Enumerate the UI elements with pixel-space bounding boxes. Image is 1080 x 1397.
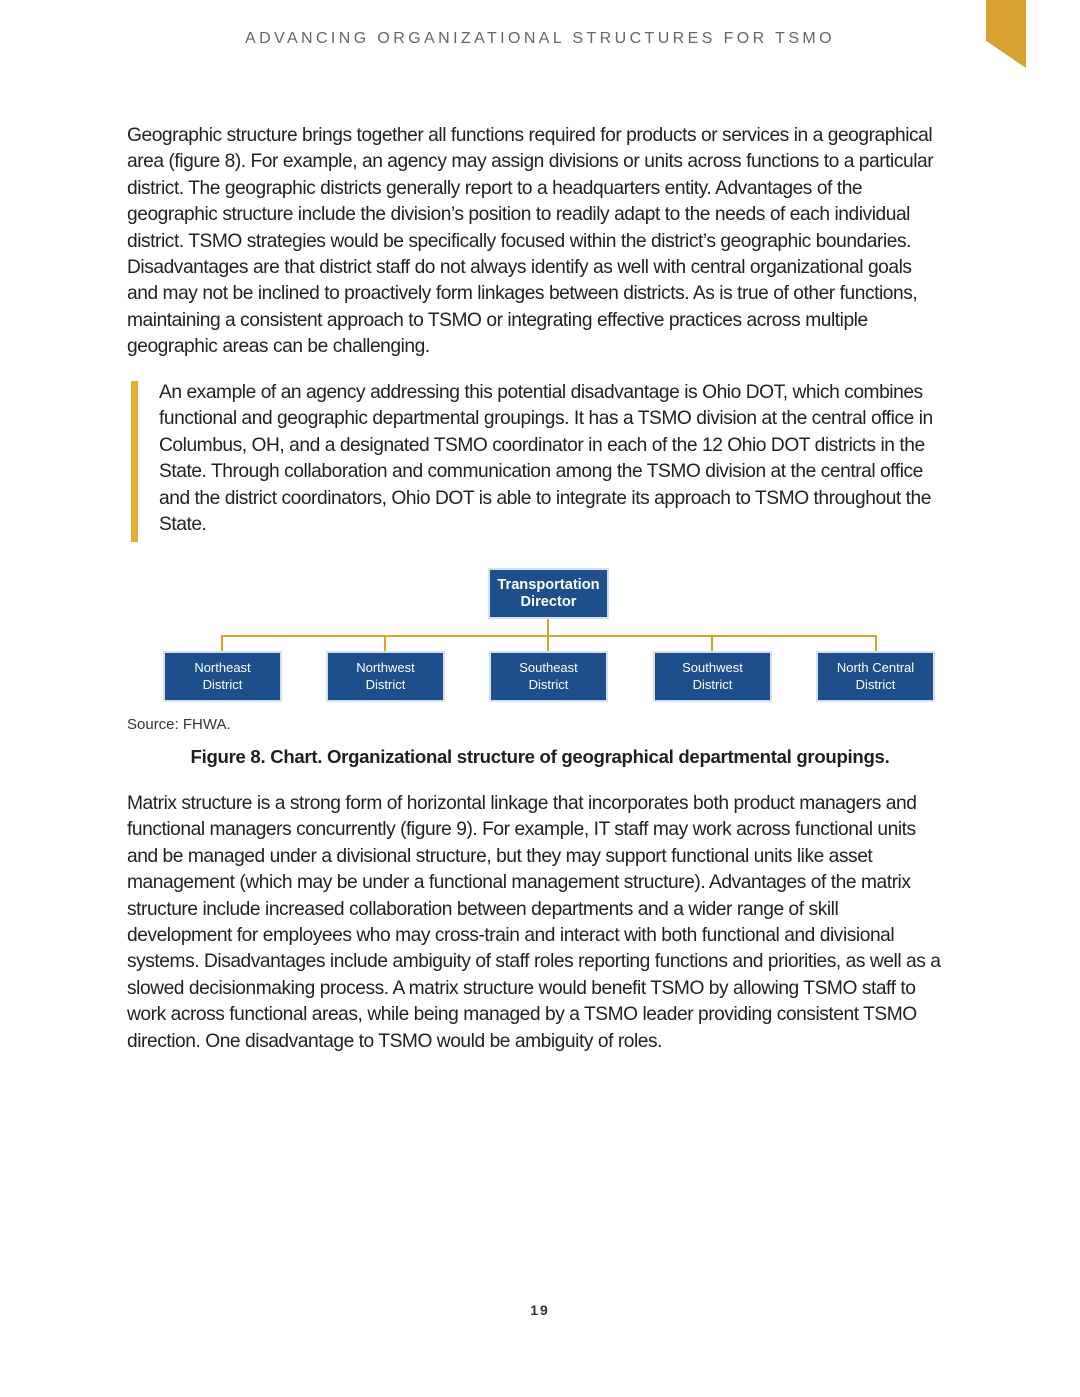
running-header: ADVANCING ORGANIZATIONAL STRUCTURES FOR TSMO — [245, 30, 835, 47]
connector-horizontal-bus — [221, 635, 877, 637]
figure-source: Source: FHWA. — [127, 716, 231, 733]
director-label-line1: Transportation — [497, 576, 600, 593]
district-label-line1: Northeast — [194, 660, 251, 675]
district-label-line2: District — [692, 676, 733, 692]
connector-southwest — [711, 635, 713, 651]
paragraph-matrix-structure: Matrix structure is a strong form of horizontal linkage that incorporates both product managers and functional managers concurrently (figure 9). For example, IT staff may work across functional units and be managed under a divisional structure, but they may support functional units like asset management (which may be under a functional management structure). Advantages of the matrix structure include increased collaboration between departments and a wider range of skill development for employees who may cross-train and interact with both functional and divisional systems. Disadvantages include ambiguity of staff roles reporting functions and priorities, as well as a slowed decisionmaking process. A matrix structure would benefit TSMO by allowing TSMO staff to work across functional areas, while being managed by a TSMO leader providing consistent TSMO direction. One disadvantage to TSMO would be ambiguity of roles. — [127, 793, 941, 1052]
figure-caption: Figure 8. Chart. Organizational structure of geographical departmental groupings. — [190, 746, 890, 767]
callout-ohio-dot-example: An example of an agency addressing this potential disadvantage is Ohio DOT, which combines functional and geographic departmental groupings. It has a TSMO division at the central office in Columbus, OH, and a designated TSMO coordinator in each of the 12 Ohio DOT districts in the State. Through collaboration and communication among the TSMO division at the central office and the district coordinators, Ohio DOT is able to integrate its approach to TSMO throughout the State. — [159, 382, 933, 536]
paragraph-geographic-structure: Geographic structure brings together all functions required for products or services in a geographical area (figure 8). For example, an agency may assign divisions or units across functions to a particular district. The geographic districts generally report to a headquarters entity. Advantages of the geographic structure include the division’s position to readily adapt to the needs of each individual district. TSMO strategies would be specifically focused within the district’s geographic boundaries. Disadvantages are that district staff do not always identify as well with central organizational goals and may not be inclined to proactively form linkages between districts. As is true of other functions, maintaining a consistent approach to TSMO or integrating effective practices across multiple geographic areas can be challenging. — [127, 125, 934, 358]
district-label-line2: District — [528, 676, 569, 692]
org-box-southwest-district — [653, 651, 772, 702]
district-label-line2: District — [365, 676, 406, 692]
org-box-transportation-director — [488, 568, 609, 619]
district-label-line2: District — [202, 676, 243, 692]
org-box-northeast-district — [163, 651, 282, 702]
page-number: 19 — [530, 1302, 550, 1318]
callout-accent-bar — [131, 381, 138, 542]
org-box-north-central-district — [816, 651, 935, 702]
district-label-line1: North Central — [836, 660, 915, 675]
connector-northwest — [384, 635, 386, 651]
district-label-line2: District — [855, 676, 896, 692]
connector-northeast — [221, 635, 223, 651]
district-label-line1: Southwest — [682, 660, 743, 675]
org-box-northwest-district — [326, 651, 445, 702]
district-label-line1: Southeast — [519, 660, 578, 675]
org-box-southeast-district — [489, 651, 608, 702]
district-label-line1: Northwest — [356, 660, 415, 675]
connector-north-central — [875, 635, 877, 651]
director-label-line2: Director — [520, 593, 577, 610]
org-chart-figure-8 — [0, 560, 1080, 710]
